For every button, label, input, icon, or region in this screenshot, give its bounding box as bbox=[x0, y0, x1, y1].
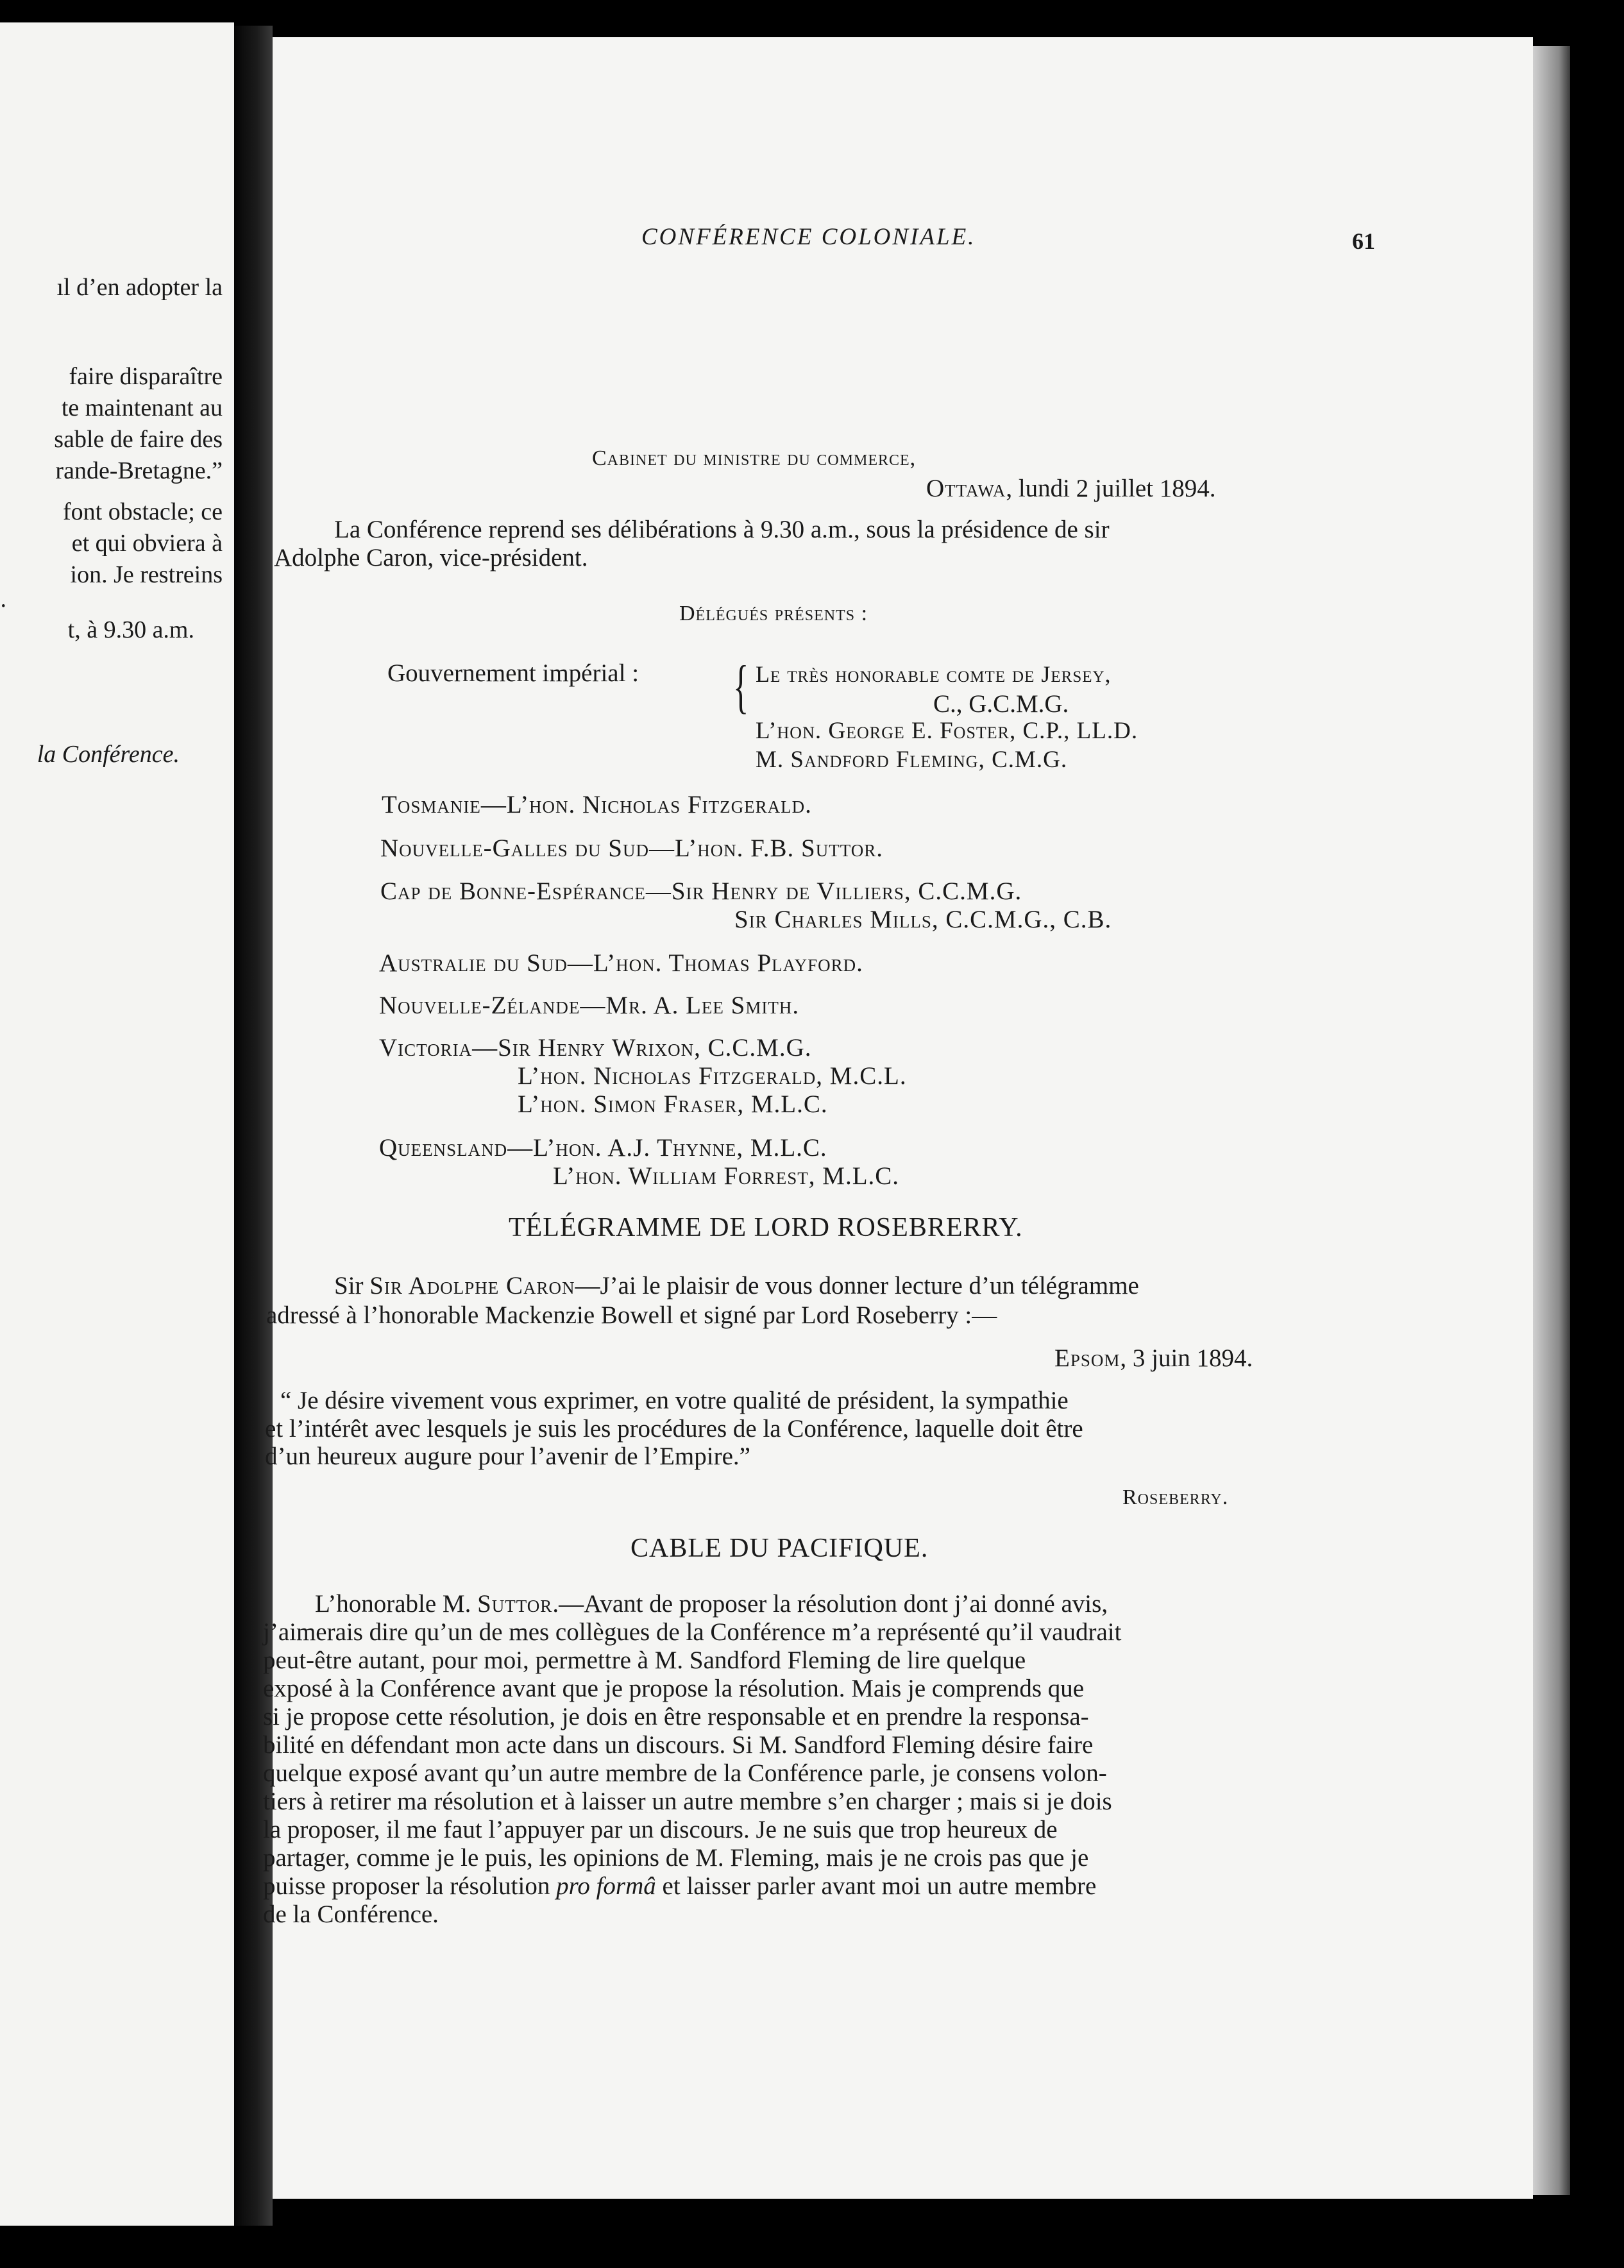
running-title: CONFÉRENCE COLONIALE. bbox=[641, 224, 976, 250]
date-text: , 3 juin 1894. bbox=[1120, 1344, 1253, 1372]
left-fragment: font obstacle; ce bbox=[62, 498, 223, 525]
delegate-entry: L’hon. William Forrest, M.L.C. bbox=[553, 1162, 900, 1190]
cable-paragraph-line: bilité en défendant mon acte dans un discours. Si M. Sandford Fleming désire faire bbox=[263, 1731, 1094, 1759]
delegate-entry: L’hon. Nicholas Fitzgerald, M.C.L. bbox=[518, 1062, 907, 1090]
cable-paragraph-line: j’aimerais dire qu’un de mes collègues de la Conférence m’a représenté qu’il vaudrait bbox=[263, 1618, 1122, 1646]
place-name: Ottawa bbox=[926, 475, 1006, 502]
cable-paragraph-line: partager, comme je le puis, les opinions de M. Fleming, mais je ne crois pas que je bbox=[263, 1844, 1089, 1872]
cable-paragraph-line: de la Conférence. bbox=[263, 1900, 439, 1928]
delegate-entry: Victoria—Sir Henry Wrixon, C.C.M.G. bbox=[379, 1034, 812, 1062]
location-line: Cabinet du ministre du commerce, bbox=[592, 446, 917, 470]
telegram-paragraph-line: Sir Sir Adolphe Caron—J’ai le plaisir de vous donner lecture d’un télégramme bbox=[334, 1272, 1139, 1299]
cable-paragraph-line: la proposer, il me faut l’appuyer par un discours. Je ne suis que trop heureux de bbox=[263, 1816, 1058, 1843]
speaker-name: Sir Adolphe Caron bbox=[369, 1272, 575, 1299]
date-line bbox=[926, 476, 1216, 501]
delegate-entry: L’hon. Simon Fraser, M.L.C. bbox=[518, 1090, 828, 1118]
facing-page-left bbox=[0, 22, 234, 2226]
place-name: Epsom bbox=[1054, 1344, 1121, 1372]
cable-text: et laisser parler avant moi un autre membre bbox=[656, 1872, 1097, 1900]
delegate-entry: Nouvelle-Zélande—Mr. A. Lee Smith. bbox=[379, 992, 800, 1019]
delegate-line: M. Sandford Fleming, C.M.G. bbox=[756, 747, 1068, 773]
left-fragment: . bbox=[0, 586, 6, 613]
brace-icon: { bbox=[733, 654, 749, 719]
speaker-prefix: L’honorable M. bbox=[315, 1590, 478, 1618]
quote-line: “ Je désire vivement vous exprimer, en votre qualité de président, la sympathie bbox=[280, 1387, 1069, 1414]
signature: Roseberry. bbox=[1122, 1485, 1229, 1509]
main-page bbox=[263, 37, 1533, 2199]
left-fragment: et qui obviera à bbox=[71, 530, 223, 557]
cable-paragraph-line bbox=[263, 1874, 1096, 1899]
delegate-entry: Nouvelle-Galles du Sud—L’hon. F.B. Suttor. bbox=[380, 834, 883, 862]
left-fragment: te maintenant au bbox=[61, 394, 223, 421]
intro-paragraph-line: Adolphe Caron, vice-président. bbox=[274, 544, 588, 571]
delegate-entry: Australie du Sud—L’hon. Thomas Playford. bbox=[379, 949, 863, 977]
left-fragment: ion. Je restreins bbox=[70, 561, 223, 588]
left-fragment: faire disparaître bbox=[69, 363, 223, 390]
cable-paragraph-line: tiers à retirer ma résolution et à laisser un autre membre s’en charger ; mais si je dois bbox=[263, 1788, 1112, 1815]
intro-paragraph-line: La Conférence reprend ses délibérations à 9.30 a.m., sous la présidence de sir bbox=[334, 516, 1110, 543]
telegram-text: —J’ai le plaisir de vous donner lecture d’un télégramme bbox=[575, 1272, 1139, 1299]
quote-line: et l’intérêt avec lesquels je suis les procédures de la Conférence, laquelle doit être bbox=[265, 1415, 1083, 1443]
imperial-label: Gouvernement impérial : bbox=[387, 659, 639, 687]
date-text: , lundi 2 juillet 1894. bbox=[1006, 475, 1216, 502]
speaker-name: Suttor bbox=[477, 1590, 553, 1618]
page-number: 61 bbox=[1352, 228, 1375, 254]
delegates-heading: Délégués présents : bbox=[679, 602, 868, 625]
left-fragment: la Conférence. bbox=[37, 741, 180, 768]
cable-paragraph-line: si je propose cette résolution, je dois en être responsable et en prendre la responsa- bbox=[263, 1703, 1089, 1731]
left-fragment: sable de faire des bbox=[54, 426, 223, 453]
telegram-heading: TÉLÉGRAMME DE LORD ROSEBRERRY. bbox=[509, 1213, 1023, 1242]
cable-paragraph-line: peut-être autant, pour moi, permettre à M. Sandford Fleming de lire quelque bbox=[263, 1646, 1026, 1674]
cable-text: .—Avant de proposer la résolution dont j’ai donné avis, bbox=[552, 1590, 1108, 1618]
delegate-line: C., G.C.M.G. bbox=[933, 690, 1069, 718]
delegate-line: Le très honorable comte de Jersey, bbox=[756, 661, 1112, 687]
delegate-entry: Sir Charles Mills, C.C.M.G., C.B. bbox=[734, 906, 1112, 933]
page-edge bbox=[1533, 46, 1570, 2195]
cable-heading: CABLE DU PACIFIQUE. bbox=[630, 1534, 929, 1563]
cable-paragraph-line: exposé à la Conférence avant que je propose la résolution. Mais je comprends que bbox=[263, 1675, 1085, 1702]
cable-text: puisse proposer la résolution bbox=[263, 1872, 557, 1900]
latin-phrase: pro formâ bbox=[556, 1872, 656, 1900]
delegate-entry: Cap de Bonne-Espérance—Sir Henry de Villiers, C.C.M.G. bbox=[380, 877, 1022, 905]
left-fragment: ıl d’en adopter la bbox=[56, 274, 223, 301]
cable-paragraph-line bbox=[315, 1591, 1108, 1616]
cable-paragraph-line: quelque exposé avant qu’un autre membre de la Conférence parle, je consens volon- bbox=[263, 1759, 1107, 1787]
delegate-entry: Tosmanie—L’hon. Nicholas Fitzgerald. bbox=[382, 791, 812, 818]
quote-line: d’un heureux augure pour l’avenir de l’Empire.” bbox=[265, 1443, 750, 1470]
left-fragment: t, à 9.30 a.m. bbox=[67, 616, 194, 643]
delegate-entry: Queensland—L’hon. A.J. Thynne, M.L.C. bbox=[379, 1134, 827, 1162]
left-fragment: rande-Bretagne.” bbox=[55, 457, 223, 484]
telegram-paragraph-line: adressé à l’honorable Mackenzie Bowell et signé par Lord Roseberry :— bbox=[266, 1301, 997, 1329]
telegram-dateline bbox=[1054, 1346, 1253, 1371]
delegate-line: L’hon. George E. Foster, C.P., LL.D. bbox=[756, 718, 1138, 744]
